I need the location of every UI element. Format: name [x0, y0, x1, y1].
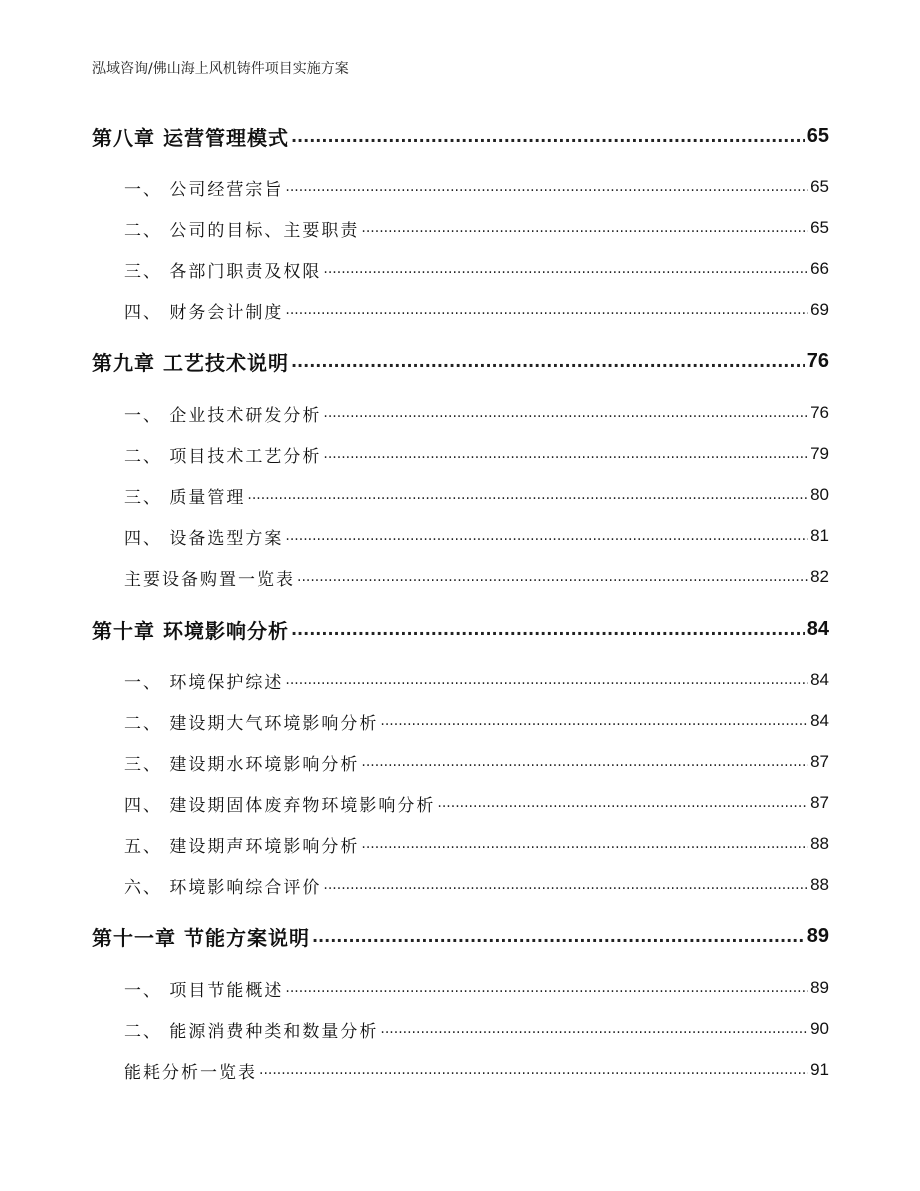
toc-entry-title: 第十章 环境影响分析: [92, 618, 289, 643]
leader-dots: [323, 405, 808, 421]
toc-chapter-10[interactable]: [92, 614, 829, 644]
toc-section[interactable]: [92, 398, 829, 428]
leader-dots: [285, 672, 808, 688]
toc-page-number: 79: [810, 444, 829, 463]
leader-dots: [361, 220, 808, 236]
toc-page-number: 76: [810, 403, 829, 422]
leader-dots: [437, 795, 808, 811]
toc-entry-title: 主要设备购置一览表: [124, 569, 295, 590]
leader-dots: [285, 302, 808, 318]
leader-dots: [380, 1021, 808, 1037]
toc-page-number: 84: [810, 711, 829, 730]
toc-entry-title: 第十一章 节能方案说明: [92, 925, 310, 950]
toc-entry-title: 五、 建设期声环境影响分析: [124, 836, 360, 857]
toc-entry-title: 四、 建设期固体废弃物环境影响分析: [124, 795, 436, 816]
leader-dots: [380, 713, 808, 729]
toc-page-number: 88: [810, 834, 829, 853]
toc-entry-title: 四、 设备选型方案: [124, 528, 284, 549]
toc-section[interactable]: [92, 973, 829, 1003]
toc-page-number: 65: [810, 177, 829, 196]
leader-dots: [291, 352, 805, 371]
toc-entry-title: 一、 项目节能概述: [124, 980, 284, 1001]
running-header: 泓域咨询/佛山海上风机铸件项目实施方案: [92, 61, 349, 77]
toc-page-number: 84: [810, 670, 829, 689]
toc-page-number: 87: [810, 793, 829, 812]
toc-section[interactable]: [92, 521, 829, 551]
toc-entry-title: 二、 公司的目标、主要职责: [124, 220, 360, 241]
toc-section[interactable]: [92, 788, 829, 818]
toc-entry-title: 一、 环境保护综述: [124, 672, 284, 693]
toc-entry-title: 第八章 运营管理模式: [92, 125, 289, 150]
leader-dots: [361, 754, 808, 770]
toc-page-number: 88: [810, 875, 829, 894]
toc-section[interactable]: [92, 665, 829, 695]
toc-page-number: 65: [806, 124, 829, 147]
toc-entry-title: 第九章 工艺技术说明: [92, 350, 289, 375]
toc-section[interactable]: [92, 254, 829, 284]
toc-page-number: 76: [806, 349, 829, 372]
toc-page-number: 87: [810, 752, 829, 771]
leader-dots: [285, 179, 808, 195]
toc-section[interactable]: [92, 295, 829, 325]
leader-dots: [285, 980, 808, 996]
leader-dots: [297, 569, 808, 585]
toc-section[interactable]: [92, 747, 829, 777]
toc-page-number: 80: [810, 485, 829, 504]
toc-section[interactable]: [92, 1014, 829, 1044]
leader-dots: [323, 877, 808, 893]
toc-chapter-8[interactable]: [92, 121, 829, 151]
leader-dots: [259, 1062, 808, 1078]
toc-entry-title: 三、 质量管理: [124, 487, 246, 508]
leader-dots: [312, 927, 805, 946]
toc-table-entry[interactable]: [92, 1055, 829, 1085]
toc-section[interactable]: [92, 870, 829, 900]
toc-entry-title: 二、 建设期大气环境影响分析: [124, 713, 379, 734]
toc-section[interactable]: [92, 480, 829, 510]
toc-page-number: 69: [810, 300, 829, 319]
toc-entry-title: 一、 公司经营宗旨: [124, 179, 284, 200]
leader-dots: [247, 487, 808, 503]
toc-page-number: 89: [810, 978, 829, 997]
toc-page-number: 90: [810, 1019, 829, 1038]
toc-chapter-11[interactable]: [92, 921, 829, 951]
leader-dots: [323, 261, 808, 277]
toc-chapter-9[interactable]: [92, 346, 829, 376]
toc-page-number: 84: [806, 617, 829, 640]
toc-section[interactable]: [92, 213, 829, 243]
leader-dots: [291, 620, 805, 639]
leader-dots: [291, 127, 805, 146]
toc-entry-title: 三、 各部门职责及权限: [124, 261, 322, 282]
toc-page-number: 82: [810, 567, 829, 586]
leader-dots: [285, 528, 808, 544]
toc-entry-title: 三、 建设期水环境影响分析: [124, 754, 360, 775]
toc-entry-title: 二、 能源消费种类和数量分析: [124, 1021, 379, 1042]
toc-entry-title: 四、 财务会计制度: [124, 302, 284, 323]
toc-page-number: 65: [810, 218, 829, 237]
toc-section[interactable]: [92, 439, 829, 469]
toc-page-number: 81: [810, 526, 829, 545]
toc-entry-title: 能耗分析一览表: [124, 1062, 257, 1083]
toc-section[interactable]: [92, 706, 829, 736]
leader-dots: [323, 446, 808, 462]
toc-page-number: 91: [810, 1060, 829, 1079]
toc-page-number: 89: [806, 924, 829, 947]
toc-section[interactable]: [92, 172, 829, 202]
toc-table-entry[interactable]: [92, 562, 829, 592]
toc-entry-title: 一、 企业技术研发分析: [124, 405, 322, 426]
toc-entry-title: 二、 项目技术工艺分析: [124, 446, 322, 467]
toc-page-number: 66: [810, 259, 829, 278]
toc-entry-title: 六、 环境影响综合评价: [124, 877, 322, 898]
leader-dots: [361, 836, 808, 852]
toc-section[interactable]: [92, 829, 829, 859]
